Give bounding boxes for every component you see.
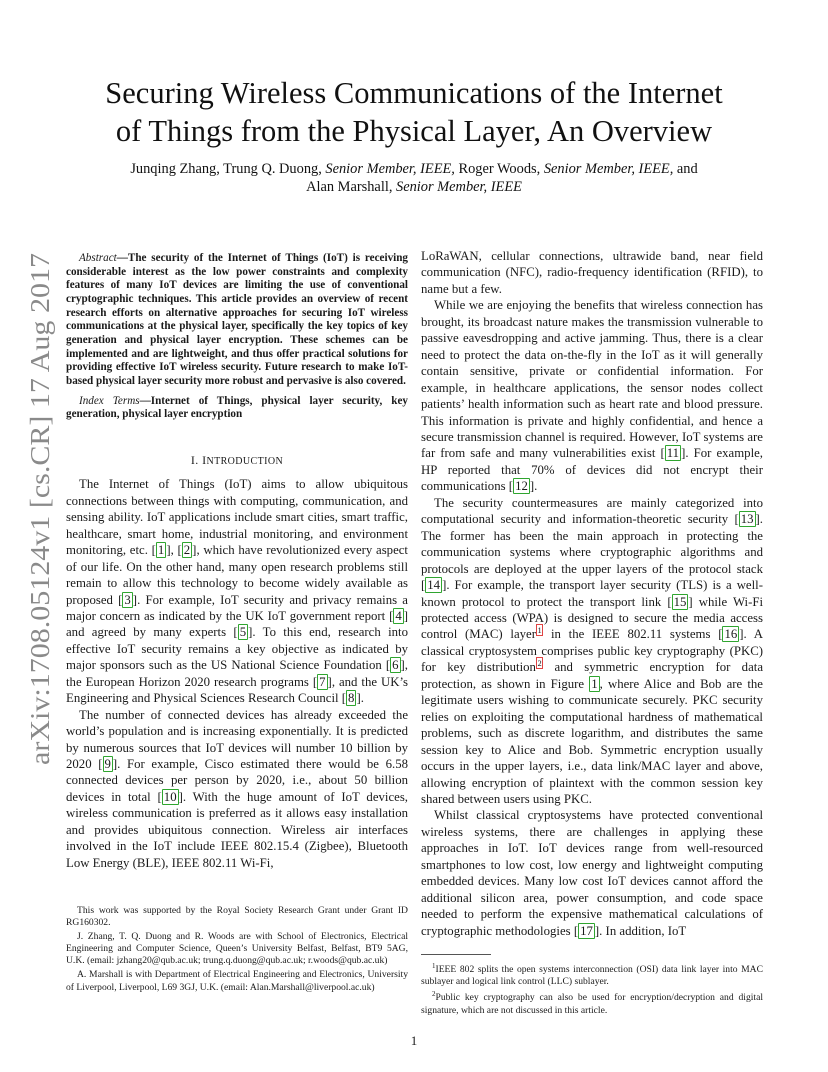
author-list (60, 160, 768, 196)
text-span: . (360, 691, 364, 706)
citation-link[interactable]: 2 (183, 543, 191, 558)
author-1: Junqing Zhang, Trung Q. Duong, (130, 161, 326, 177)
text-span: while Wi-Fi protected access (WPA) is designed to secure the media access control (MAC) layer (421, 594, 764, 642)
citation-link[interactable]: 17 (580, 923, 593, 938)
text-span: and agreed by many experts (66, 625, 234, 640)
author-2-role: Senior Member, IEEE, (543, 161, 674, 177)
body-paragraph-3: While we are enjoying the benefits that wireless connection has brought, its broadcast nature makes the transmission vulnerable to passive eavesdropping and active jamming. Thus, there is a clear need to protect the data on-the-fly in the IoT as it will generally contain sensitive, private or confidential information. For example, in healthcare applications, the sensor nodes collect patients’ health information such as heart rate and blood pressure. This information is private and highly confidential, and hence a secure transmission channel is required. However, IoT systems are far from safe and many vulnerabilities exist [ 11 ]. For example, HP reported that 70% of devices did not encrypt their communications [ 12 ]. (421, 298, 764, 494)
footnote-number: 2 (432, 990, 436, 999)
author-1-role: Senior Member, IEEE, (325, 161, 455, 177)
text-span: . For example, HP reported that 70% of devices did not encrypt their communications (421, 446, 764, 494)
footnote-divider (421, 954, 491, 955)
author-and: and (673, 161, 698, 177)
citation-link[interactable]: 10 (163, 789, 177, 804)
left-column (66, 252, 408, 871)
footnote-1 (421, 960, 763, 988)
funding-note: This work was supported by the Royal Society Research Grant under Grant ID RG160302. (66, 905, 408, 929)
citation-link[interactable]: 14 (427, 578, 441, 593)
author-3-role: Senior Member, IEEE (396, 179, 522, 195)
text-span: . For example, IoT security and privacy remains a major concern as indicated by the UK IoT government report (66, 592, 408, 623)
footnote-text: Public key cryptography can also be used for encryption/decryption and digital signature, which are not discussed in this article. (421, 992, 763, 1016)
text-span: . In addition, IoT (599, 923, 687, 938)
arxiv-identifier-text: arXiv:1708.05124v1 [cs.CR] 17 Aug 2017 (25, 304, 55, 765)
intro-paragraph-2: The number of connected devices has already exceeded the world’s population and is increasing exponentially. It is predicted by numerous sources that IoT devices will number 10 billion by 2020 [ 9 ]. For example, Cisco estimated there would be 6.58 connected devices per person by 2020, i.e., about 50 billion devices in total [ 10 ]. With the huge amount of IoT devices, wireless communication is preferred as it allows easy installation and provides ubiquitous connection. Wireless air interfaces involved in the IoT include IEEE 802.15.4 (Zigbee), Bluetooth Low Energy (BLE), IEEE 802.11 Wi-Fi, (66, 707, 409, 870)
text-span: While we are enjoying the benefits that wireless connection has brought, its broadcast nature makes the transmission vulnerable to passive eavesdropping and active jamming. Thus, there is a clear need to protect the data on-the-fly in the IoT as it will generally contain sensitive, private or confidential information. For example, in healthcare applications, the sensor nodes collect patients’ health information such as heart rate and blood pressure. This information is private and highly confidential, and hence a secure transmission channel is required. However, IoT systems are far from safe and many vulnerabilities exist (421, 298, 763, 461)
intro-paragraph-1: The Internet of Things (IoT) aims to allow ubiquitous connections between things with computing, communication, and sensing ability. IoT applications include smart cities, smart traffic, healthcare, smart home, industrial monitoring, and environment monitoring, etc. [ 1 ], [ 2 ], which have revolutionized every aspect of our life. On the other hand, many open research problems still remain to allow this technology to become widely available as proposed [ 3 ]. For example, IoT security and privacy remains a major concern as indicated by the UK IoT government report [ 4 ] and agreed by many experts [ 5 ]. To this end, research into effective IoT security remains a key objective as indicated by major sponsors such as the US National Science Foundation [ 6 ], the European Horizon 2020 research programs [ 7 ], and the UK’s Engineering and Physical Sciences Research Council [ 8 ]. (66, 477, 408, 706)
body-paragraph-continued: LoRaWAN, cellular connections, ultrawide band, near field communication (NFC), radio-frequency identification (RFID), to name but a few. (421, 249, 763, 296)
text-span: . The former has been the main approach in protecting the communication systems where cryptographic algorithms and protocols are deployed at the upper layers of the protocol stack (421, 512, 763, 576)
citation-link[interactable]: 4 (395, 608, 402, 623)
footnote-2 (421, 988, 763, 1016)
body-paragraph-5: Whilst classical cryptosystems have protected conventional wireless systems, there are challenges in applying these approaches in IoT. IoT devices range from well-resourced smartphones to low cost, low energy and lightweight computing embedded devices. Many low cost IoT devices cannot afford the additional silicon area, power consumption, and code space needed to perform the expensive mathematical calculations of cryptographic methodologies [ 17 ]. In addition, IoT (421, 808, 763, 938)
citation-link[interactable]: 3 (124, 592, 131, 607)
right-footnotes (421, 960, 763, 1017)
footnote-number: 1 (432, 962, 436, 970)
arxiv-identifier[interactable] (18, 250, 58, 765)
text-span: and symmetric encryption for data protection, as shown in Figure (421, 660, 763, 691)
text-span: The number of connected devices has already exceeded the world’s population and is increasing exponentially. It is predicted by numerous sources that IoT devices will number 10 billion by 2020 (66, 707, 408, 772)
text-span: , the European Horizon 2020 research programs (66, 658, 408, 689)
text-span: in the IEEE 802.11 systems (543, 627, 719, 642)
citation-link[interactable]: 13 (740, 512, 754, 527)
figure-link[interactable]: 1 (591, 676, 598, 691)
text-span: . For example, Cisco estimated there would be 6.58 connected devices per person by 2020, i.e., about 50 billion devices in total (66, 757, 409, 804)
index-terms-text: —Internet of Things, physical layer security, key generation, physical layer encryption (66, 394, 409, 421)
body-paragraph-4: The security countermeasures are mainly categorized into computational security and information-theoretic security [ 13 ]. The former has been the main approach in protecting the communication systems where cryptographic algorithms and protocols are deployed at the upper layers of the protocol stack [ 14 ]. For example, the transport layer security (TLS) is a well-known protocol to protect the transport link [ 15 ] while Wi-Fi protected access (WPA) is designed to secure the media access control (MAC) layer $^1$ in the IEEE 802.11 systems [ 16 ]. A classical cryptosystem comprises public key cryptography (PKC) for key distribution $^2$ and symmetric encryption for data protection, as shown in Figure 1 , where Alice and Bob are the legitimate users wishing to communicate securely. PKC security relies on exploiting the computational hardness of mathematical problems, such as discrete logarithm, and distributes the same session key to Alice and Bob. Symmetric encryption usually occurs in the upper layers, i.e., data link/MAC layer and above, allowing encryption of plaintext with the common session key shared between users using PKC. (421, 495, 764, 806)
citation-link[interactable]: 16 (724, 627, 738, 642)
author-2: Roger Woods, (454, 161, 544, 177)
right-column (421, 248, 763, 939)
abstract-text: —The security of the Internet of Things (IoT) is receiving considerable interest as the low power constraints and complexity features of many IoT devices are limiting the use of conventional cryptographic techniques. This article provides an overview of recent research efforts on alternative approaches for securing IoT wireless communications at the physical layer, specifically the key topics of key generation and physical layer encryption. These schemes can be implemented and are lightweight, and thus offer practical solutions for providing effective IoT wireless security. Future research to make IoT-based physical layer security more robust and pervasive is also covered. (66, 252, 408, 387)
text-span: . (534, 479, 538, 494)
text-span: The Internet of Things (IoT) aims to allow ubiquitous connections between things with computing, communication, and sensing ability. IoT applications include smart cities, smart traffic, healthcare, smart home, industrial monitoring, and environment monitoring, etc. (66, 477, 408, 558)
section-title-rest: NTRODUCTION (206, 455, 284, 467)
text-span: , (170, 543, 178, 558)
text-span: . To this end, research into effective IoT security remains a key objective as indicated by major sponsors such as the US National Science Foundation (66, 625, 408, 673)
citation-link[interactable]: 8 (348, 691, 355, 706)
citation-link[interactable]: 12 (515, 479, 528, 494)
citation-link[interactable]: 5 (239, 625, 247, 640)
author-3: Alan Marshall, (306, 179, 397, 195)
text-span: . A classical cryptosystem comprises public key cryptography (PKC) for key distribution (421, 627, 764, 675)
affiliation-note-2: A. Marshall is with Department of Electrical Engineering and Electronics, University of Liverpool, Liverpool, L69 3GJ, U.K. (email: Alan.Marshall@liverpool.ac.uk) (66, 969, 408, 993)
section-heading-introduction (66, 452, 408, 470)
footnote-text: IEEE 802 splits the open systems interconnection (OSI) data link layer into MAC sublayer and logical link control (LLC) sublayer. (421, 964, 763, 988)
citation-link[interactable]: 15 (673, 594, 687, 609)
abstract (66, 252, 408, 389)
left-footnotes (66, 905, 408, 996)
text-span: Whilst classical cryptosystems have protected conventional wireless systems, there are challenges in applying these approaches in IoT. IoT devices range from well-resourced smartphones to low cost, low energy and lightweight computing embedded devices. Many low cost IoT devices cannot afford the additional silicon area, power consumption, and code space needed to perform the expensive mathematical calculations of cryptographic methodologies (421, 808, 763, 938)
text-span: . With the huge amount of IoT devices, wireless communication is preferred as it allows easy installation and provides ubiquitous connection. Wireless air interfaces involved in the IoT include IEEE 802.15.4 (Zigbee), Bluetooth Low Energy (BLE), IEEE 802.11 Wi-Fi, (66, 789, 408, 870)
page-number: 1 (410, 1033, 418, 1048)
citation-link[interactable]: 6 (392, 658, 399, 673)
index-terms-label: Index Terms (79, 394, 140, 407)
abstract-label: Abstract (79, 252, 117, 264)
index-terms (66, 395, 408, 422)
text-span: , and the UK’s Engineering and Physical Sciences Research Council (66, 674, 408, 706)
citation-link[interactable]: 1 (157, 543, 165, 558)
text-span: The security countermeasures are mainly categorized into computational security and information-theoretic security (421, 495, 763, 527)
title-line-2: of Things from the Physical Layer, An Overview (115, 114, 713, 148)
citation-link[interactable]: 11 (666, 446, 680, 461)
text-span: , which have revolutionized every aspect of our life. On the other hand, many open research problems still remain to allow this technology to become widely available as proposed (66, 543, 408, 607)
citation-link[interactable]: 9 (104, 757, 111, 772)
footnote-link[interactable]: 2 (537, 658, 542, 669)
affiliation-note-1: J. Zhang, T. Q. Duong and R. Woods are with School of Electronics, Electrical Engineering and Computer Science, Queen’s University Belfast, Belfast, BT9 5AG, U.K. (email: jzhang20@qub.ac.uk; trung.q.duong@qub.ac.uk; r.woods@qub.ac.uk) (66, 931, 408, 967)
citation-link[interactable]: 7 (319, 674, 326, 689)
section-numeral: I. I (190, 452, 207, 467)
paper-title (60, 74, 768, 150)
text-span: . For example, the transport layer security (TLS) is a well-known protocol to protect the transport link (421, 578, 763, 609)
title-line-1: Securing Wireless Communications of the Internet (105, 76, 723, 110)
text-span: , where Alice and Bob are the legitimate users wishing to communicate securely. PKC security relies on exploiting the computational hardness of mathematical problems, such as discrete logarithm, and distributes the same session key to Alice and Bob. Symmetric encryption usually occurs in the upper layers, i.e., data link/MAC layer and above, allowing encryption of plaintext with the common session key shared between users using PKC. (421, 676, 763, 806)
footnote-link[interactable]: 1 (537, 625, 542, 636)
